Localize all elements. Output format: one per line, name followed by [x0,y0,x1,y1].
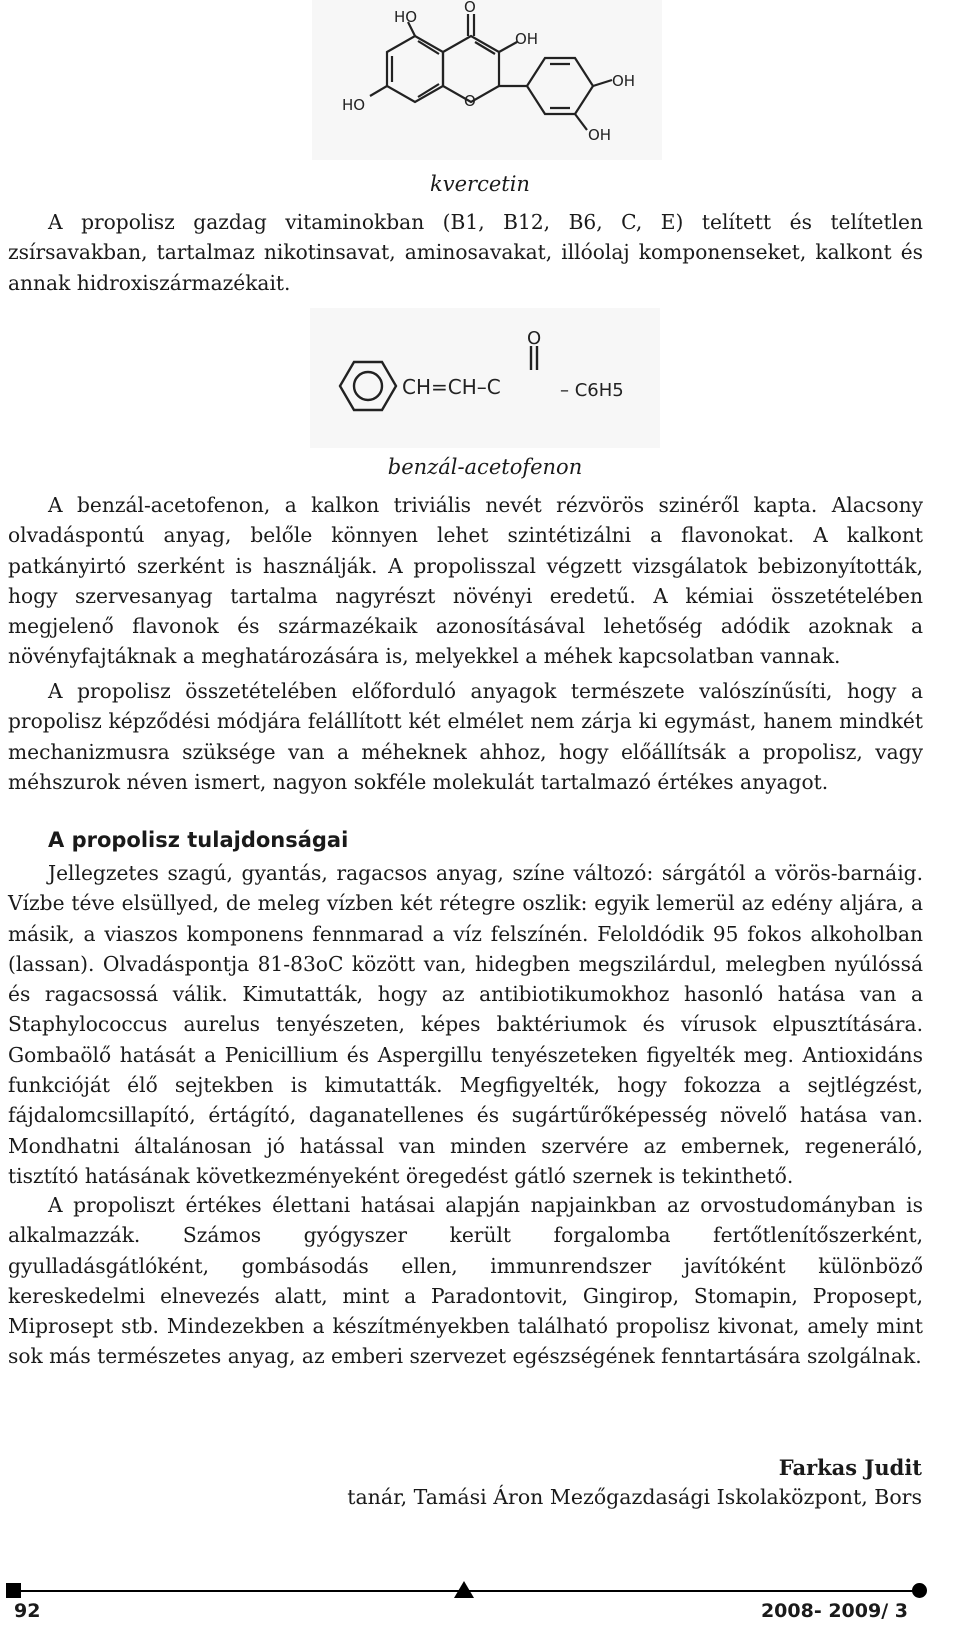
kvercetin-label-oh-b-lower: OH [588,126,612,144]
author-affiliation: tanár, Tamási Áron Mezőgazdasági Iskolaközpont, Bors [347,1485,922,1509]
benzal-acetofenon-caption: benzál-acetofenon [387,455,583,479]
kvercetin-caption: kvercetin [430,172,530,196]
paragraph-vitamins: A propolisz gazdag vitaminokban (B1, B12, B6, C, E) telített és telítetlen zsírsavakban, tartalmaz nikotinsavat, aminosavakat, illóolaj komponenseket, kalkont és annak hidroxiszármazékait. [8,210,923,295]
author-name: Farkas Judit [778,1455,922,1480]
paragraph-tulajdonsagok: Jellegzetes szagú, gyantás, ragacsos anyag, színe változó: sárgától a vörös-barnáig. Vízbe téve elsüllyed, de meleg vízben két rétegre oszlik: egyik lemerül az edény aljára, a másik, a viaszos komponens fennmarad a víz felszínén. Feloldódik 95 fokos alkoholban (lassan). Olvadáspontja 81-83oC között van, hidegben megszilárdul, melegben nyúlóssá és ragacsossá válik. Kimutatták, hogy az antibiotikumokhoz hasonló hatása van a Staphylococcus aurelus tenyészeten, képes baktériumok és vírusok elpusztítására. Gombaölő hatását a Penicillium és Aspergillu tenyészeteken figyelték meg. Antioxidáns funkcióját élő sejtekben is kimutatták. Megfigyelték, hogy fokozza a sejtlégzést, fájdalomcsillapító, értágító, daganatellenes és sugártűrőképesség növelő hatása van. Mondhatni általánosan jó hatással van minden szervére az embernek, regeneráló, tisztító hatásának következményeként öregedést gátló szernek is tekinthető. [8,861,923,1188]
footer-square-icon [6,1583,21,1598]
benzal-acetofenon-molecule-drawing [310,308,660,448]
kvercetin-label-oh-b-upper: OH [612,72,636,90]
kvercetin-molecule-drawing [312,0,662,160]
benzal-acetofenon-o-label: O [527,328,542,349]
benzal-acetofenon-structure-figure [310,308,660,448]
footer-triangle-icon [454,1581,474,1598]
kvercetin-label-o-ring: O [464,92,476,110]
paragraph-orvostudomany: A propoliszt értékes élettani hatásai alapján napjainkban az orvostudományban is alkalmazzák. Számos gyógyszer került forgalomba fertőtlenítőszerként, gyulladásgátlóként, gombásodás ellen, immunrendszer javítóként különböző kereskedelmi elnevezés alatt, mint a Paradontovit, Gingirop, Stomapin, Proposept, Miprosept stb. Mindezekben a készítményekben található propolisz kivonat, amely mint sok más természetes anyag, az emberi szervezet egészségének fenntartására szolgálnak. [8,1193,923,1369]
paragraph-benzal-acetofenon: A benzál-acetofenon, a kalkon triviális nevét rézvörös szinéről kapta. Alacsony olvadáspontú anyag, belőle könnyen lehet szintétizálni a flavonokat. A kalkont patkányirtó szerként is használják. A propolisszal végzett vizsgálatok bebizonyították, hogy szervesanyag tartalma nagyrészt növényi eredetű. A kémiai összetételében megjelenő flavonok és származékaik azonosításával lehetőség adódik azoknak a növényfajtáknak a meghatározására is, melyekkel a méhek kapcsolatban vannak. [8,493,923,669]
issue-number: 2008- 2009/ 3 [760,1600,908,1622]
section-heading: A propolisz tulajdonságai [48,828,349,852]
kvercetin-label-oh-top-left: HO [394,8,418,26]
kvercetin-label-oh-bottom-left: HO [342,96,366,114]
kvercetin-structure-figure [312,0,662,160]
benzal-acetofenon-substituent-label: – C6H5 [560,380,624,401]
benzal-acetofenon-chain-label: CH=CH–C [402,375,501,399]
kvercetin-label-oh-c3: OH [515,30,539,48]
paragraph-propolisz-kepzodes: A propolisz összetételében előforduló anyagok természete valószínűsíti, hogy a propolisz képződési módjára felállított két elmélet nem zárja ki egymást, hanem mindkét mechanizmusra szüksége van a méheknek ahhoz, hogy előállítsák a propolisz, vagy méhszurok néven ismert, nagyon sokféle molekulát tartalmazó értékes anyagot. [8,679,923,794]
page-number: 92 [14,1600,41,1622]
footer-circle-icon [912,1583,927,1598]
kvercetin-label-o-carbonyl: O [464,0,476,16]
